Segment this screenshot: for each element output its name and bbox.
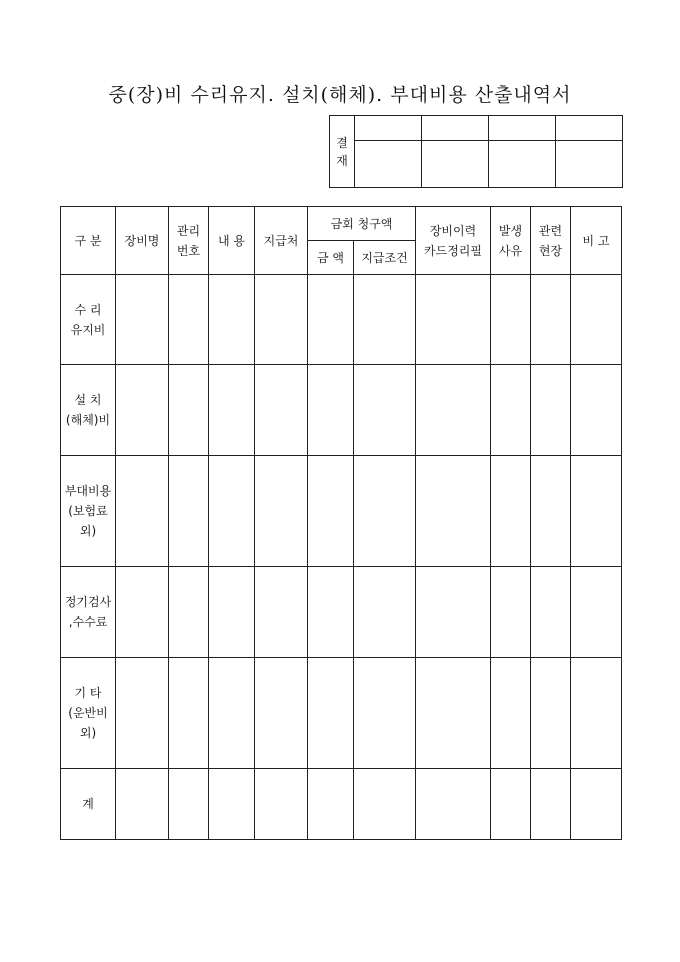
data-cell[interactable] xyxy=(416,567,491,658)
data-cell[interactable] xyxy=(209,658,255,769)
row-label: 부대비용 (보험료 외) xyxy=(61,456,116,567)
data-cell[interactable] xyxy=(491,365,531,456)
data-cell[interactable] xyxy=(308,275,354,365)
data-cell[interactable] xyxy=(531,365,571,456)
data-cell[interactable] xyxy=(116,365,169,456)
data-cell[interactable] xyxy=(116,769,169,840)
header-remarks: 비 고 xyxy=(571,207,622,275)
data-cell[interactable] xyxy=(209,365,255,456)
data-cell[interactable] xyxy=(416,658,491,769)
data-cell[interactable] xyxy=(571,658,622,769)
data-cell[interactable] xyxy=(255,769,308,840)
header-claim-amount: 금회 청구액 xyxy=(308,207,416,241)
data-cell[interactable] xyxy=(255,275,308,365)
data-cell[interactable] xyxy=(116,658,169,769)
data-cell[interactable] xyxy=(255,658,308,769)
row-label: 계 xyxy=(61,769,116,840)
page-title: 중(장)비 수리유지. 설치(해체). 부대비용 산출내역서 xyxy=(108,84,572,106)
approval-box xyxy=(329,115,623,188)
approval-title-cell[interactable] xyxy=(556,116,623,141)
data-cell[interactable] xyxy=(571,365,622,456)
data-cell[interactable] xyxy=(531,567,571,658)
row-label: 수 리 유지비 xyxy=(61,275,116,365)
data-cell[interactable] xyxy=(531,658,571,769)
header-history-card: 장비이력 카드정리필 xyxy=(416,207,491,275)
header-equipment-name: 장비명 xyxy=(116,207,169,275)
data-cell[interactable] xyxy=(354,365,416,456)
data-cell[interactable] xyxy=(491,275,531,365)
data-cell[interactable] xyxy=(209,567,255,658)
data-cell[interactable] xyxy=(255,365,308,456)
header-category: 구 분 xyxy=(61,207,116,275)
data-cell[interactable] xyxy=(354,567,416,658)
data-cell[interactable] xyxy=(491,456,531,567)
data-cell[interactable] xyxy=(354,456,416,567)
header-amount: 금 액 xyxy=(308,241,354,275)
header-content: 내 용 xyxy=(209,207,255,275)
header-payee: 지급처 xyxy=(255,207,308,275)
data-cell[interactable] xyxy=(308,658,354,769)
data-cell[interactable] xyxy=(308,567,354,658)
row-label: 설 치 (해체)비 xyxy=(61,365,116,456)
cost-table xyxy=(60,206,622,840)
data-cell[interactable] xyxy=(491,769,531,840)
data-cell[interactable] xyxy=(571,275,622,365)
data-cell[interactable] xyxy=(416,456,491,567)
row-label: 기 타 (운반비 외) xyxy=(61,658,116,769)
header-payment-terms: 지급조건 xyxy=(354,241,416,275)
data-cell[interactable] xyxy=(416,365,491,456)
data-cell[interactable] xyxy=(169,456,209,567)
approval-label: 결 재 xyxy=(330,116,355,188)
approval-title-cell[interactable] xyxy=(355,116,422,141)
approval-sign-cell[interactable] xyxy=(355,141,422,188)
data-cell[interactable] xyxy=(491,567,531,658)
approval-title-cell[interactable] xyxy=(422,116,489,141)
data-cell[interactable] xyxy=(169,567,209,658)
header-related-site: 관련 현장 xyxy=(531,207,571,275)
approval-sign-cell[interactable] xyxy=(422,141,489,188)
row-label: 정기검사 ,수수료 xyxy=(61,567,116,658)
data-cell[interactable] xyxy=(416,769,491,840)
approval-sign-cell[interactable] xyxy=(556,141,623,188)
data-cell[interactable] xyxy=(116,275,169,365)
data-cell[interactable] xyxy=(531,275,571,365)
data-cell[interactable] xyxy=(169,769,209,840)
data-cell[interactable] xyxy=(416,275,491,365)
data-cell[interactable] xyxy=(255,456,308,567)
approval-title-cell[interactable] xyxy=(489,116,556,141)
data-cell[interactable] xyxy=(169,275,209,365)
data-cell[interactable] xyxy=(531,456,571,567)
data-cell[interactable] xyxy=(308,456,354,567)
header-reason: 발생 사유 xyxy=(491,207,531,275)
header-management-no: 관리 번호 xyxy=(169,207,209,275)
data-cell[interactable] xyxy=(116,567,169,658)
data-cell[interactable] xyxy=(354,658,416,769)
data-cell[interactable] xyxy=(209,456,255,567)
data-cell[interactable] xyxy=(354,769,416,840)
data-cell[interactable] xyxy=(169,365,209,456)
data-cell[interactable] xyxy=(571,567,622,658)
approval-sign-cell[interactable] xyxy=(489,141,556,188)
data-cell[interactable] xyxy=(571,456,622,567)
data-cell[interactable] xyxy=(308,769,354,840)
data-cell[interactable] xyxy=(531,769,571,840)
data-cell[interactable] xyxy=(308,365,354,456)
data-cell[interactable] xyxy=(571,769,622,840)
data-cell[interactable] xyxy=(209,275,255,365)
data-cell[interactable] xyxy=(169,658,209,769)
data-cell[interactable] xyxy=(354,275,416,365)
data-cell[interactable] xyxy=(491,658,531,769)
data-cell[interactable] xyxy=(116,456,169,567)
data-cell[interactable] xyxy=(255,567,308,658)
data-cell[interactable] xyxy=(209,769,255,840)
